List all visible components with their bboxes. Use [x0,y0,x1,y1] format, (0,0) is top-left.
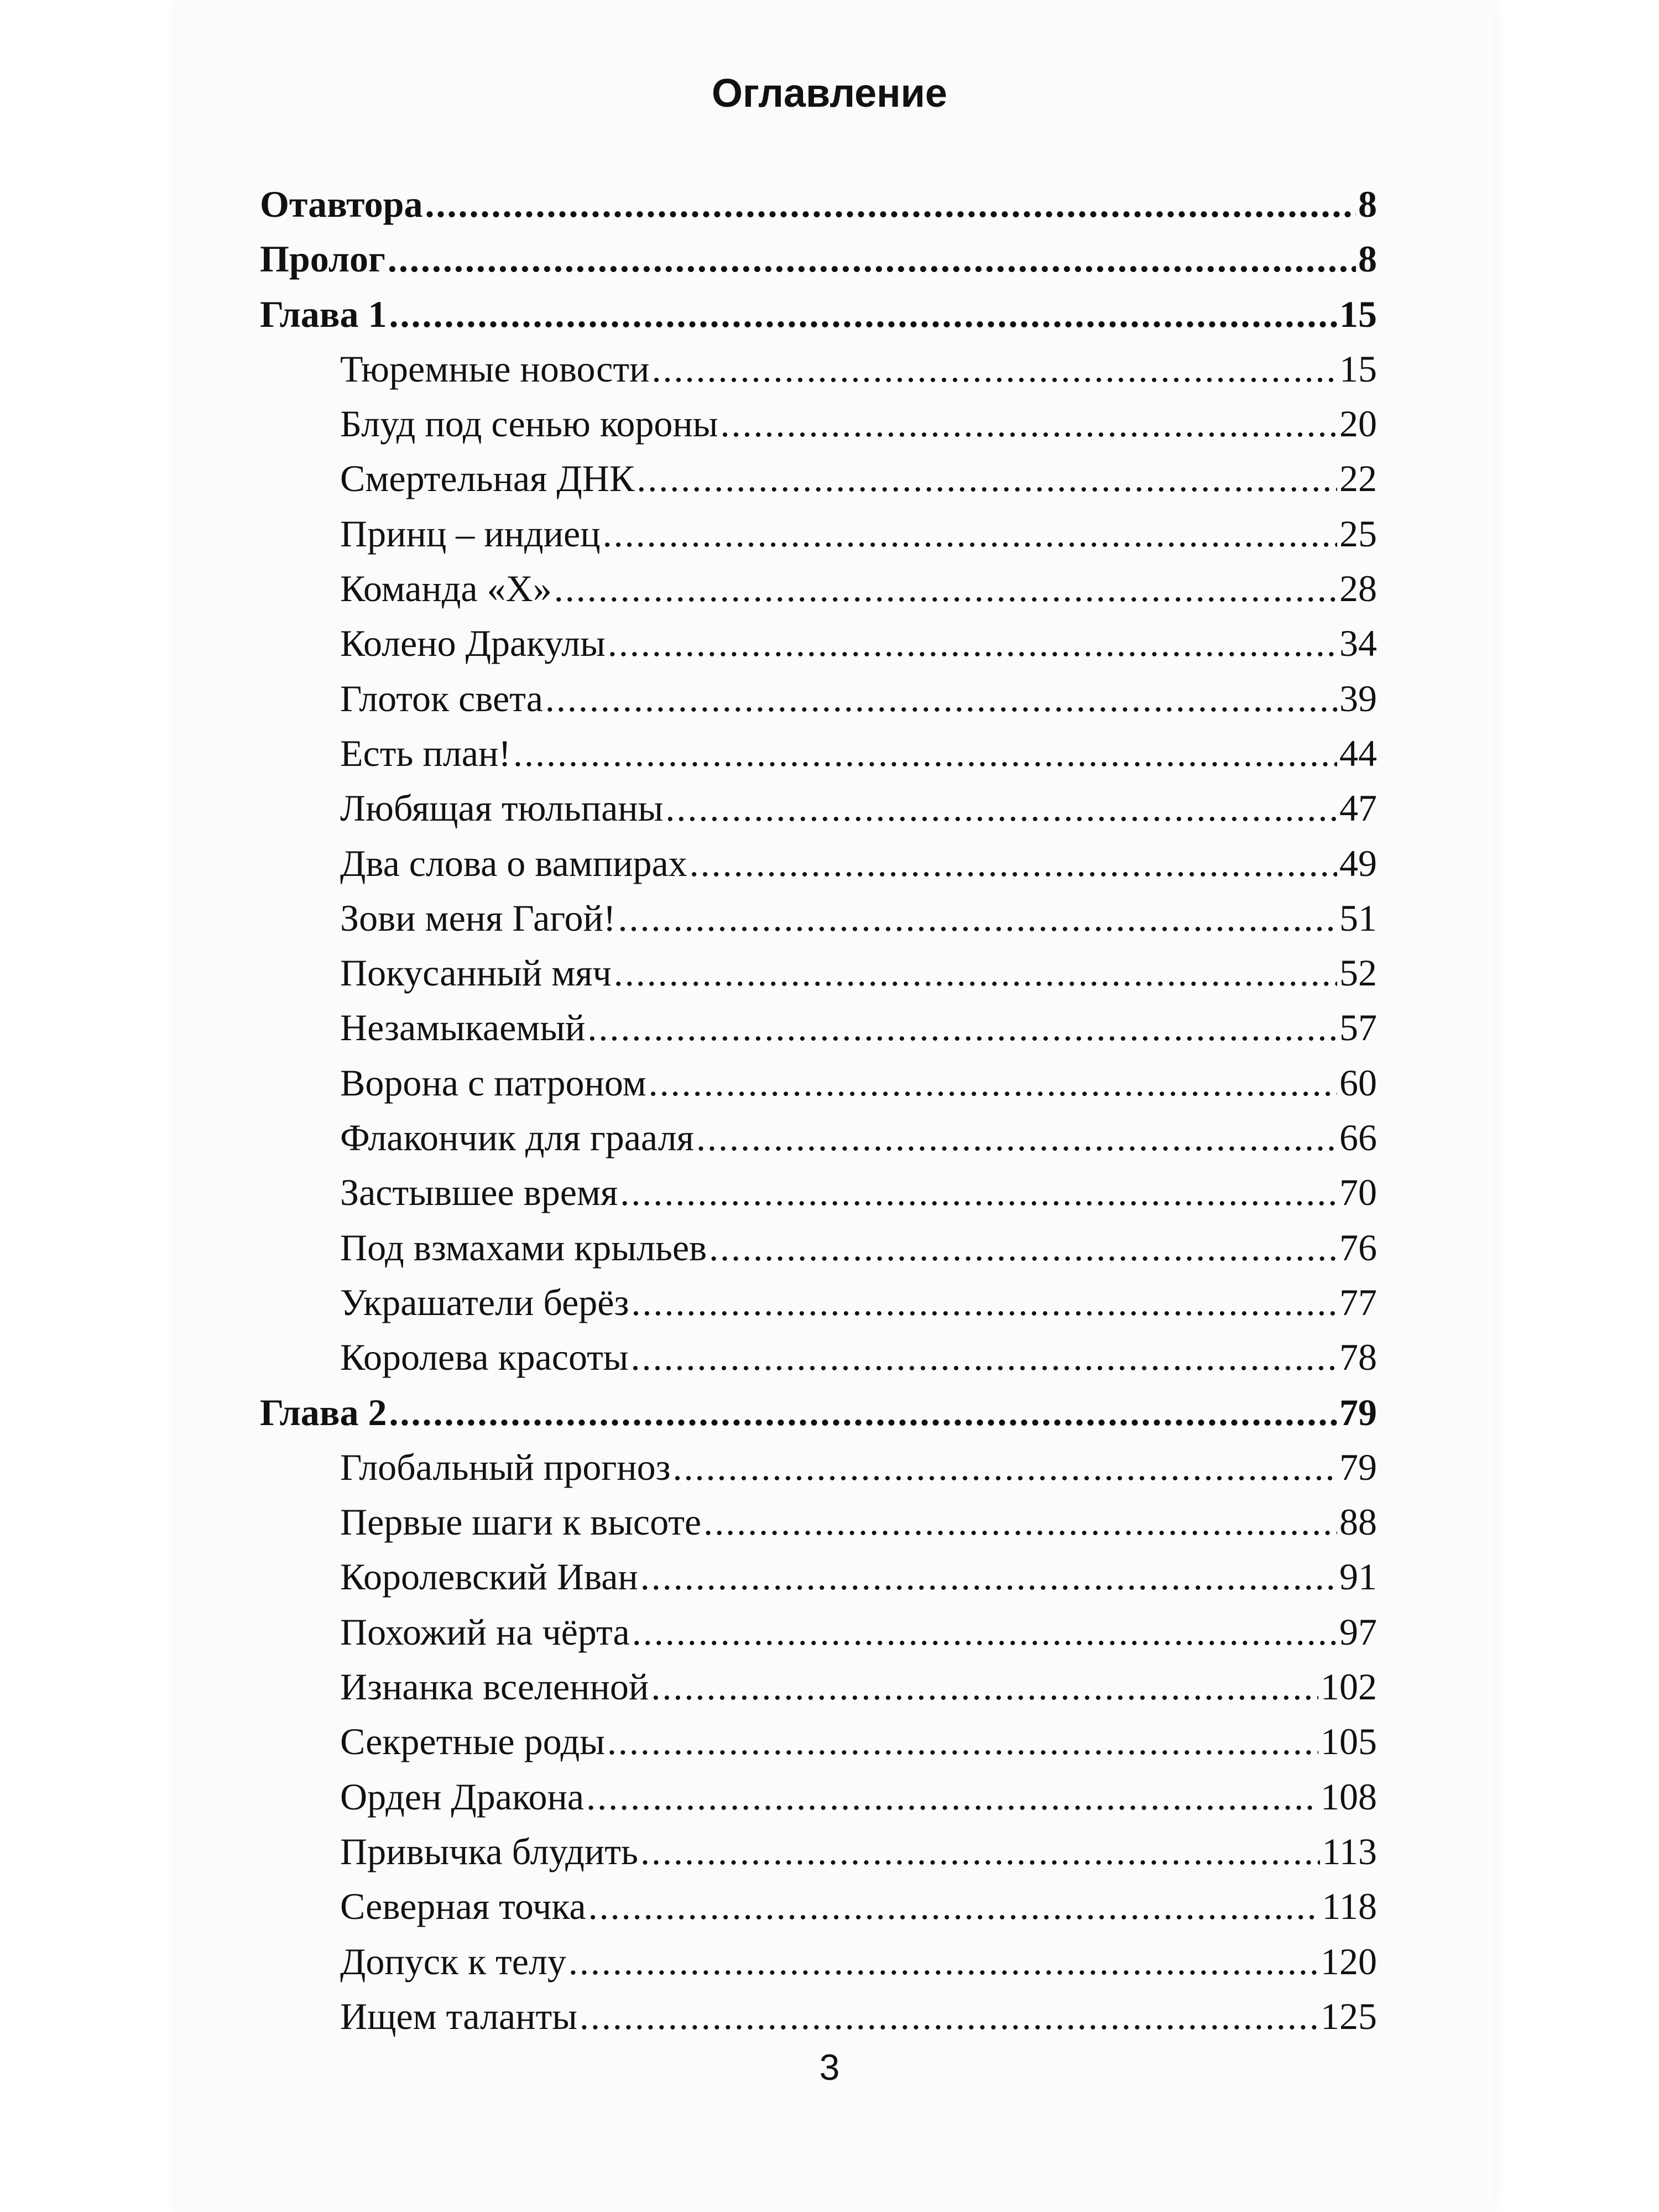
toc-entry-page: 118 [1322,1885,1377,1928]
toc-entry-page: 15 [1339,347,1377,390]
toc-entry-title: Блуд под сенью короны [340,403,718,445]
toc-entry-page: 108 [1321,1775,1377,1818]
toc-entry-title: Орден Дракона [340,1775,585,1818]
toc-entry-title: Под взмахами крыльев [340,1226,707,1269]
toc-entry [260,397,1377,451]
toc-entry-page: 20 [1339,403,1377,445]
toc-entry [260,342,1377,397]
toc-entry [260,946,1377,1000]
toc-entry-page: 8 [1358,183,1377,225]
dot-leader [388,232,1356,286]
toc-entry-page: 102 [1321,1666,1377,1708]
toc-entry-title: Изнанка вселенной [340,1666,649,1708]
toc-entry-page: 25 [1339,512,1377,555]
page-number: 3 [819,2047,840,2088]
toc-chapter-entry [260,1385,1377,1440]
toc-title: Оглавление [712,71,947,116]
dot-leader [703,1495,1337,1550]
dot-leader [554,561,1337,616]
toc-entry [260,1165,1377,1220]
toc-entry-title: Команда «Х» [340,567,552,610]
dot-leader [603,507,1337,561]
toc-entry [260,1660,1377,1714]
dot-leader [568,1934,1318,1989]
toc-entry-page: 79 [1339,1391,1377,1433]
dot-leader [632,1605,1337,1660]
toc-entry-page: 97 [1339,1610,1377,1653]
toc-entry-page: 105 [1321,1720,1377,1763]
toc-entry [260,616,1377,671]
dot-leader [586,1770,1318,1824]
toc-chapter-entry [260,177,1377,232]
dot-leader [587,1000,1337,1055]
toc-entry-title: Украшатели берёз [340,1281,629,1323]
toc-entry [260,891,1377,946]
toc-entry-page: 34 [1339,622,1377,665]
toc-entry-title: Глобальный прогноз [340,1446,671,1488]
toc-entry-page: 49 [1339,842,1377,884]
toc-entry [260,1824,1377,1879]
dot-leader [620,1165,1337,1220]
toc-entry [260,1220,1377,1275]
toc-entry [260,1605,1377,1660]
toc-entry-title: Похожий на чёрта [340,1610,630,1653]
dot-leader [545,671,1337,726]
toc-entry-page: 51 [1339,896,1377,939]
dot-leader [649,1056,1337,1110]
dot-leader [637,451,1337,506]
toc-entry-page: 113 [1322,1830,1377,1872]
toc-entry-title: Королевский Иван [340,1556,638,1598]
toc-entry-page: 44 [1339,732,1377,774]
toc-entry [260,1330,1377,1385]
toc-entry-title: Допуск к телу [340,1940,566,1983]
dot-leader [607,1714,1318,1769]
dot-leader [631,1275,1337,1330]
toc-entry [260,726,1377,781]
toc-entry-page: 15 [1339,293,1377,335]
toc-entry-title: Есть план! [340,732,511,774]
toc-entry [260,451,1377,506]
dot-leader [513,726,1337,781]
toc-entry-page: 8 [1358,238,1377,280]
dot-leader [640,1550,1337,1604]
dot-leader [631,1330,1338,1385]
toc-entry [260,1714,1377,1769]
dot-leader [389,1385,1337,1440]
dot-leader [614,946,1337,1000]
toc-entry-page: 120 [1321,1940,1377,1983]
toc-chapter-entry [260,287,1377,342]
dot-leader [618,891,1337,946]
toc-entry-page: 39 [1339,677,1377,719]
toc-entry-page: 66 [1339,1117,1377,1159]
toc-entry-page: 22 [1339,457,1377,500]
toc-entry-title: Ворона с патроном [340,1061,646,1104]
toc-entry [260,1989,1377,2044]
toc-entry-page: 28 [1339,567,1377,610]
toc-entry-title: Глава 1 [260,293,387,335]
toc-entry [260,671,1377,726]
dot-leader [709,1220,1337,1275]
toc-entry-title: Покусанный мяч [340,952,612,994]
toc-entry-title: Застывшее время [340,1171,618,1214]
toc-entry [260,561,1377,616]
toc-entry-title: Два слова о вампирах [340,842,687,884]
toc-entry [260,1550,1377,1604]
dot-leader [608,616,1337,671]
toc-entry-page: 60 [1339,1061,1377,1104]
toc-entry-page: 79 [1339,1446,1377,1488]
toc-entry-title: Секретные роды [340,1720,605,1763]
dot-leader [588,1879,1320,1934]
dot-leader [640,1824,1320,1879]
toc-entry [260,1934,1377,1989]
toc-chapter-entry [260,232,1377,286]
dot-leader [721,397,1338,451]
toc-entry-page: 47 [1339,787,1377,830]
toc-entry-title: Королева красоты [340,1336,629,1379]
toc-entry [260,781,1377,836]
toc-entry-title: Принц – индиец [340,512,601,555]
toc-entry [260,1056,1377,1110]
toc-entry-title: Тюремные новости [340,347,650,390]
toc-entry-title: Глава 2 [260,1391,387,1433]
toc-entry [260,836,1377,891]
dot-leader [672,1440,1337,1495]
toc-entry-title: Глоток света [340,677,543,719]
toc-entry-page: 57 [1339,1006,1377,1049]
toc-entry [260,507,1377,561]
toc-entry-page: 77 [1339,1281,1377,1323]
toc-entry-page: 91 [1339,1556,1377,1598]
toc-entry-page: 52 [1339,952,1377,994]
dot-leader [651,1660,1318,1714]
toc-entry-title: Пролог [260,238,385,280]
toc-entry-title: Северная точка [340,1885,586,1928]
toc-entry-page: 78 [1339,1336,1377,1379]
toc-entry [260,1879,1377,1934]
toc-entry-title: Любящая тюльпаны [340,787,664,830]
toc-entry-title: Отавтора [260,183,423,225]
toc-entry-title: Зови меня Гагой! [340,896,616,939]
toc-entry-title: Ищем таланты [340,1995,577,2037]
toc-entry [260,1770,1377,1824]
dot-leader [690,836,1337,891]
toc-entry-page: 125 [1321,1995,1377,2037]
dot-leader [580,1989,1318,2044]
dot-leader [389,287,1337,342]
toc-entry-title: Флакончик для грааля [340,1117,694,1159]
table-of-contents [260,177,1377,2044]
toc-entry [260,1275,1377,1330]
toc-entry [260,1000,1377,1055]
toc-entry-title: Привычка блудить [340,1830,638,1872]
dot-leader [696,1110,1337,1165]
dot-leader [651,342,1337,397]
toc-entry-page: 70 [1339,1171,1377,1214]
toc-entry [260,1495,1377,1550]
toc-entry [260,1110,1377,1165]
toc-entry-page: 88 [1339,1501,1377,1543]
dot-leader [425,177,1356,232]
toc-entry-page: 76 [1339,1226,1377,1269]
toc-entry-title: Смертельная ДНК [340,457,635,500]
toc-entry-title: Незамыкаемый [340,1006,586,1049]
toc-entry [260,1440,1377,1495]
toc-entry-title: Первые шаги к высоте [340,1501,702,1543]
toc-entry-title: Колено Дракулы [340,622,606,665]
dot-leader [665,781,1337,836]
